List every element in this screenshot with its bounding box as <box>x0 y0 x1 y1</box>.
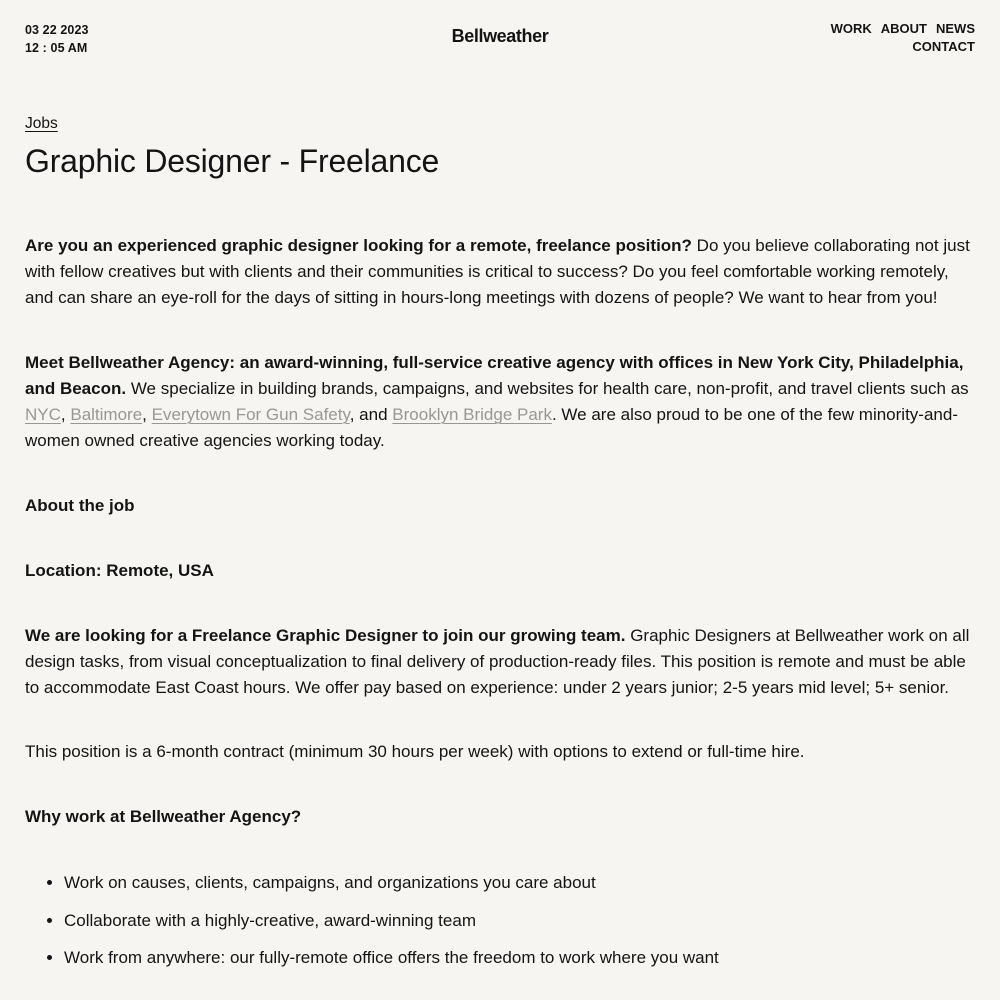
agency-text-end: . We are also proud to be one of the few minority-and-women owned creative agencies working today. <box>25 405 958 450</box>
list-item: • Collaborate with a highly-creative, award-winning team <box>64 908 970 934</box>
nav-news[interactable]: NEWS <box>936 21 975 36</box>
agency-lead: Meet Bellweather Agency: an award-winning, full-service creative agency with offices in New York City, Philadelphia, and Beacon. <box>25 353 964 398</box>
role-text: Graphic Designers at Bellweather work on all design tasks, from visual conceptualization to final delivery of production-ready files. This position is remote and must be able to accommodate East Coast hours. We offer pay based on experience: under 2 years junior; 2-5 years mid level; 5+ senior. <box>25 626 970 697</box>
nav-about[interactable]: ABOUT <box>880 21 927 36</box>
role-lead: We are looking for a Freelance Graphic Designer to join our growing team. <box>25 626 626 645</box>
separator: , and <box>349 405 393 424</box>
intro-lead: Are you an experienced graphic designer looking for a remote, freelance position? <box>25 236 692 255</box>
list-item: • Work from anywhere: our fully-remote office offers the freedom to work where you want <box>64 945 970 971</box>
agency-paragraph <box>25 350 970 454</box>
agency-text: We specialize in building brands, campaigns, and websites for health care, non-profit, and travel clients such as <box>126 379 969 398</box>
nav-contact[interactable]: CONTACT <box>912 39 975 54</box>
list-item: • Work on causes, clients, campaigns, and organizations you care about <box>64 870 970 896</box>
link-nyc[interactable]: NYC <box>25 405 61 424</box>
why-work-heading: Why work at Bellweather Agency? <box>25 807 302 826</box>
contract-paragraph: This position is a 6-month contract (minimum 30 hours per week) with options to extend or full-time hire. <box>25 742 805 761</box>
link-everytown[interactable]: Everytown For Gun Safety <box>151 405 350 424</box>
separator: , <box>142 405 152 424</box>
about-job-heading: About the job <box>25 496 135 515</box>
separator: , <box>60 405 71 424</box>
current-time: 12 : 05 AM <box>25 41 88 55</box>
page-title: Graphic Designer - Freelance <box>25 143 440 179</box>
main-nav <box>775 20 975 56</box>
link-brooklyn-bridge-park[interactable]: Brooklyn Bridge Park <box>392 405 552 424</box>
nav-work[interactable]: WORK <box>830 21 872 36</box>
job-posting <box>25 115 970 983</box>
role-paragraph <box>25 623 970 701</box>
site-logo[interactable]: Bellweather <box>451 26 549 46</box>
link-baltimore[interactable]: Baltimore <box>70 405 143 424</box>
perks-list <box>25 870 970 971</box>
location-heading: Location: Remote, USA <box>25 561 214 580</box>
current-date: 03 22 2023 <box>25 23 89 37</box>
breadcrumb-jobs[interactable]: Jobs <box>25 115 58 132</box>
site-header <box>0 0 1000 70</box>
intro-text: Do you believe collaborating not just with fellow creatives but with clients and their communities is critical to success? Do you feel comfortable working remotely, and can share an eye-roll for the days of sitting in hours-long meetings with dozens of people? We want to hear from you! <box>25 236 970 307</box>
intro-paragraph <box>25 233 970 311</box>
